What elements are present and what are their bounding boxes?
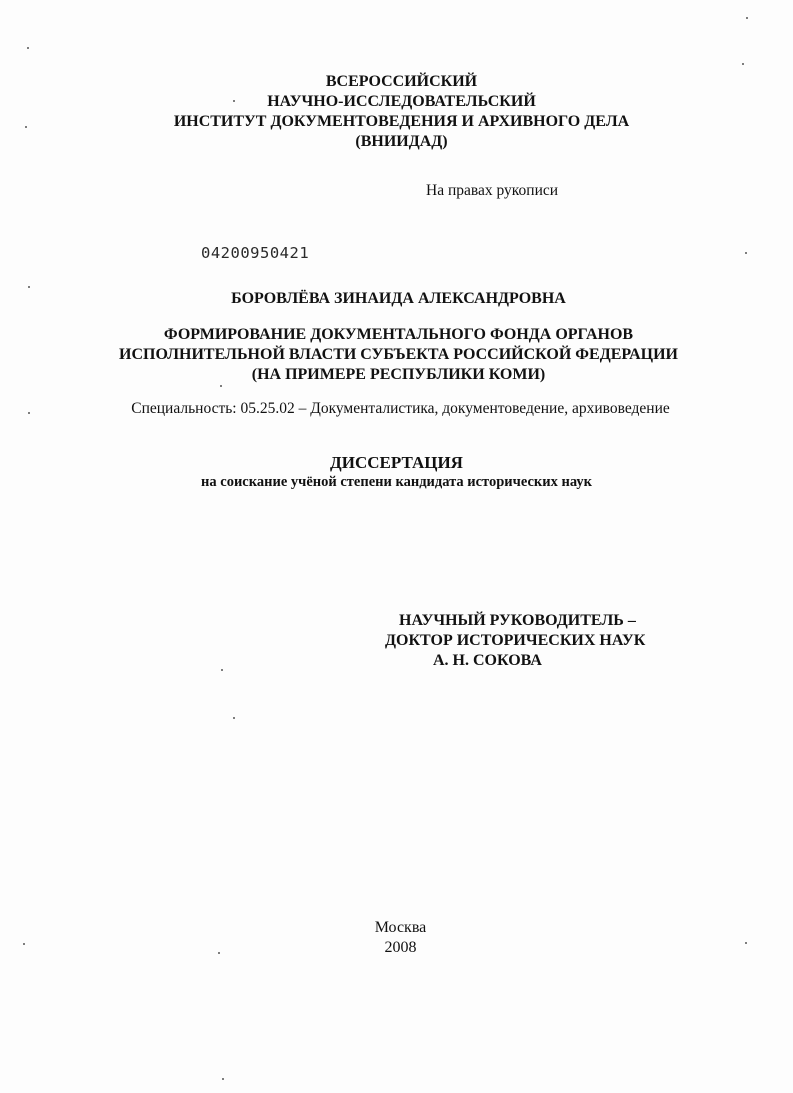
scan-speck [742,63,744,65]
scan-speck [28,412,30,414]
title-line-1: ФОРМИРОВАНИЕ ДОКУМЕНТАЛЬНОГО ФОНДА ОРГАНОВ [163,326,634,343]
supervisor-line-1: НАУЧНЫЙ РУКОВОДИТЕЛЬ – [399,612,636,629]
author-name [2,289,793,309]
institute-line-2: НАУЧНО-ИССЛЕДОВАТЕЛЬСКИЙ [267,93,536,110]
specialty-text: Специальность: 05.25.02 – Документалистика, документоведение, архивоведение [131,400,670,417]
place: Москва [374,919,427,936]
scan-speck [233,717,235,719]
dissertation-title [2,325,793,385]
scan-speck [745,942,747,944]
scan-speck [25,126,27,128]
rights-note: На правах рукописи [426,182,559,199]
scan-speck [233,100,235,102]
document-type [0,453,793,491]
document-type-heading: ДИССЕРТАЦИЯ [330,453,463,472]
scan-speck [218,952,220,954]
scan-speck [745,252,747,254]
scan-speck [222,1078,224,1080]
scan-speck [27,47,29,49]
scan-speck [23,943,25,945]
author-name-text: БОРОВЛЁВА ЗИНАИДА АЛЕКСАНДРОВНА [231,290,566,307]
supervisor-line-3: А. Н. СОКОВА [433,652,542,669]
scan-speck [221,669,223,671]
institute-line-4: (ВНИИДАД) [355,133,448,150]
institute-line-1: ВСЕРОССИЙСКИЙ [325,73,478,90]
archive-code: 04200950421 [201,244,310,262]
scan-speck [220,385,222,387]
supervisor-line-2: ДОКТОР ИСТОРИЧЕСКИХ НАУК [385,632,646,649]
specialty [4,399,793,419]
year: 2008 [384,939,417,956]
scan-speck [28,286,30,288]
title-line-3: (НА ПРИМЕРЕ РЕСПУБЛИКИ КОМИ) [251,366,546,383]
place-and-year [4,918,793,958]
institute-header [5,72,793,152]
supervisor-block [385,611,645,671]
scan-speck [746,17,748,19]
title-line-2: ИСПОЛНИТЕЛЬНОЙ ВЛАСТИ СУБЪЕКТА РОССИЙСКОЙ ФЕДЕРАЦИИ [119,346,678,363]
document-type-subheading: на соискание учёной степени кандидата исторических наук [201,474,592,490]
institute-line-3: ИНСТИТУТ ДОКУМЕНТОВЕДЕНИЯ И АРХИВНОГО ДЕЛА [173,113,630,130]
